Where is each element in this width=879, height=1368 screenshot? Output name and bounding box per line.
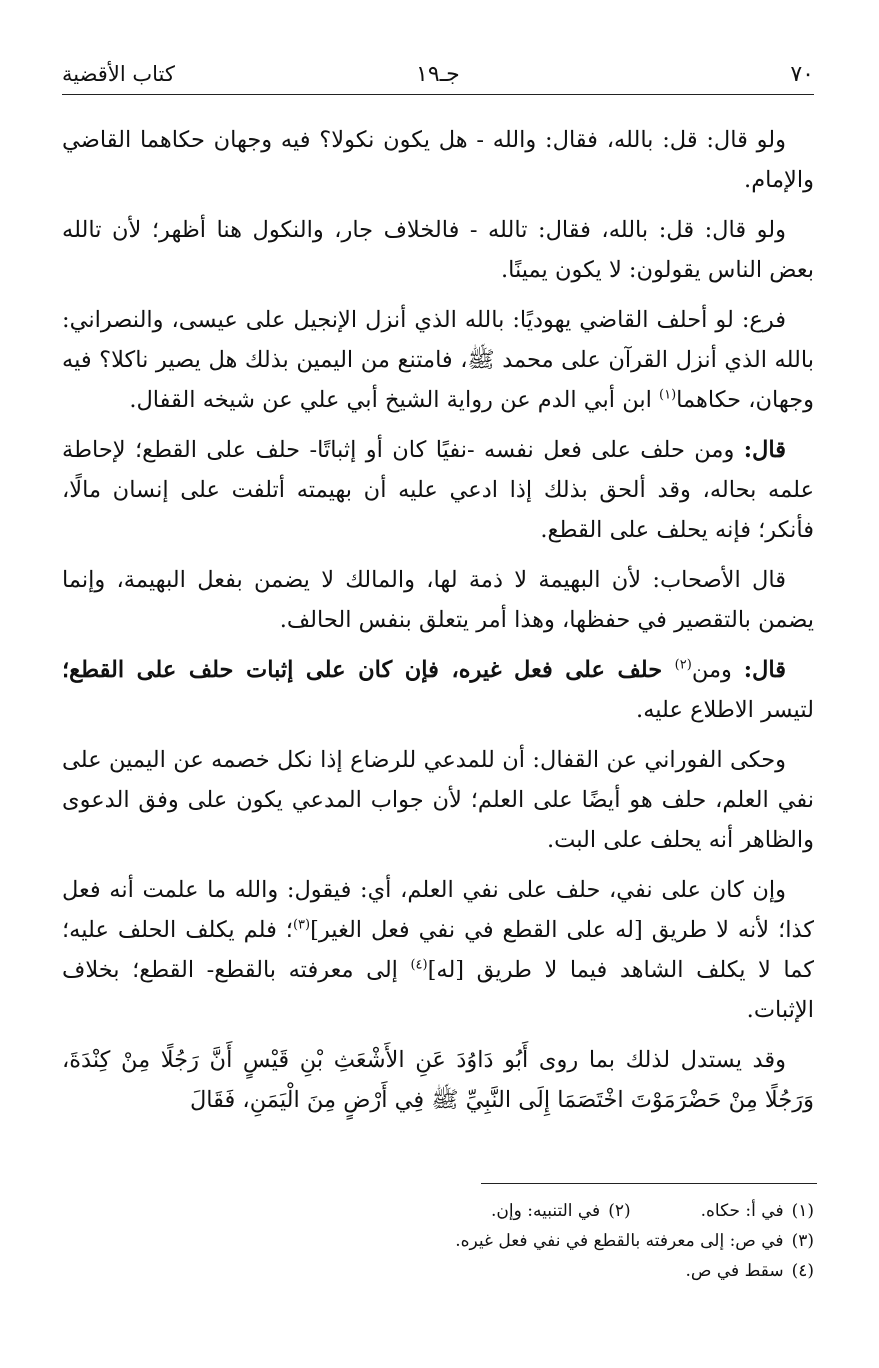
footnote-4: (٤)سقط في ص. <box>685 1261 814 1281</box>
paragraph-9: وقد يستدل لذلك بما روى أَبُو دَاوُدَ عَنِ الأَشْعَثِ بْنِ قَيْسٍ أَنَّ رَجُلًا مِنْ كِنْدَةَ، وَرَجُلًا مِنْ حَضْرَمَوْتَ اخْتَصَمَا إِلَى النَّبِيِّ ﷺ فِي أَرْضٍ مِنَ الْيَمَنِ، فَقَالَ <box>62 1047 814 1113</box>
page-header <box>62 52 814 95</box>
paragraph-1: ولو قال: قل: بالله، فقال: والله - هل يكون نكولا؟ فيه وجهان حكاهما القاضي والإمام. <box>62 127 814 193</box>
main-text <box>62 120 814 1130</box>
footnote-1: (١)في أ: حكاه. <box>700 1201 814 1221</box>
footnote-ref-1: (١) <box>659 387 677 403</box>
paragraph-3: فرع: لو أحلف القاضي يهوديًا: بالله الذي أنزل الإنجيل على عيسى، والنصراني: بالله الذي أنزل القرآن على محمد ﷺ، فامتنع من اليمين بذلك هل يصير ناكلا؟ فيه وجهان، حكاهما$^{(١)}$ ابن أبي الدم عن رواية الشيخ أبي علي عن شيخه القفال. <box>62 307 814 413</box>
paragraph-5: قال الأصحاب: لأن البهيمة لا ذمة لها، والمالك لا يضمن بفعل البهيمة، وإنما يضمن بالتقصير في حفظها، وهذا أمر يتعلق بنفس الحالف. <box>62 567 814 633</box>
footnote-ref-4: (٤) <box>410 957 428 973</box>
footnote-ref-2: (٢) <box>674 657 692 673</box>
paragraph-7: وحكى الفوراني عن القفال: أن للمدعي للرضاع إذا نكل خصمه عن اليمين على نفي العلم، حلف هو أيضًا على العلم؛ لأن جواب المدعي يكون على وفق الدعوى والظاهر أنه يحلف على البت. <box>62 747 814 853</box>
footnote-row <box>62 1196 814 1226</box>
footnotes <box>62 1196 814 1286</box>
paragraph-4: قال: ومن حلف على فعل نفسه -نفيًا كان أو إثباتًا- حلف على القطع؛ لإحاطة علمه بحاله، وقد ألحق بذلك إذا ادعي عليه أن بهيمته أتلفت على إنسان مالًا، فأنكر؛ فإنه يحلف على القطع. <box>62 437 814 543</box>
book-title: كتاب الأقضية <box>62 62 175 86</box>
footnote-2: (٢)في التنبيه: وإن. <box>491 1201 631 1221</box>
paragraph-2: ولو قال: قل: بالله، فقال: تالله - فالخلاف جار، والنكول هنا أظهر؛ لأن تالله بعض الناس يقولون: لا يكون يمينًا. <box>62 217 814 283</box>
paragraph-6: قال: ومن$^{(٢)}$ حلف على فعل غيره، فإن كان على إثبات حلف على القطع؛ لتيسر الاطلاع عليه. <box>62 657 814 723</box>
footnote-divider <box>481 1183 817 1184</box>
footnote-ref-3: (٣) <box>292 917 311 933</box>
footnote-3: (٣)في ص: إلى معرفته بالقطع في نفي فعل غيره. <box>455 1231 814 1251</box>
volume-label: جـ١٩ <box>416 62 460 87</box>
paragraph-8: وإن كان على نفي، حلف على نفي العلم، أي: فيقول: والله ما علمت أنه فعل كذا؛ لأنه لا طريق [له على القطع في نفي فعل الغير]$^{(٣)}$؛ فلم يكلف الحلف عليه؛ كما لا يكلف الشاهد فيما لا طريق [له]$^{(٤)}$ إلى معرفته بالقطع- القطع؛ بخلاف الإثبات. <box>62 877 814 1023</box>
page-number: ٧٠ <box>790 62 814 87</box>
